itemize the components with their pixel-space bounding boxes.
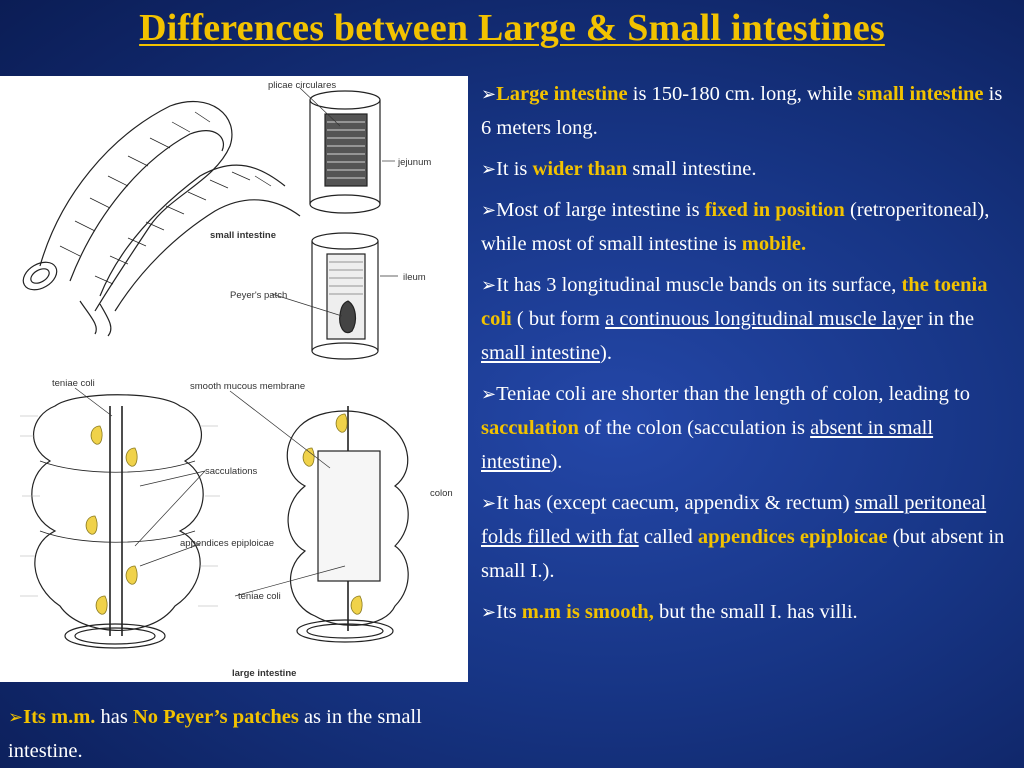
bullet-arrow-icon: ➢ <box>481 275 497 295</box>
difference-points <box>481 77 1017 636</box>
bullet-arrow-icon: ➢ <box>481 159 497 179</box>
point-text: but the small I. has villi. <box>653 601 858 623</box>
intestine-drawing <box>0 76 468 682</box>
point-text: ). <box>550 451 563 473</box>
underlined-text: a continuous longitudinal muscle laye <box>605 308 916 330</box>
point-text: as in the small intestine. <box>8 706 422 762</box>
highlight-text: mobile. <box>741 233 807 255</box>
highlight-text: fixed in position <box>704 199 845 221</box>
colon-cut-view <box>287 406 408 642</box>
bullet-arrow-icon: ➢ <box>481 493 497 513</box>
intestine-diagram <box>0 76 468 682</box>
point-text: Its <box>496 601 522 623</box>
point-item <box>481 486 1017 588</box>
small-intestine-lumen <box>18 257 61 296</box>
point-item <box>481 268 1017 370</box>
point-item <box>481 377 1017 479</box>
point-text: It has 3 longitudinal muscle bands on its surface, <box>496 274 902 296</box>
colon-outer-view <box>20 395 220 648</box>
label-large-intestine: large intestine <box>232 668 297 679</box>
label-jejunum: jejunum <box>398 157 432 168</box>
highlight-text: No Peyer’s patches <box>132 706 299 728</box>
bullet-arrow-icon: ➢ <box>8 707 24 727</box>
highlight-text: Its m.m. <box>23 706 96 728</box>
point-text: is 6 meters long. <box>481 83 1003 139</box>
point-text: called <box>638 526 698 548</box>
point-text: (but absent in small I.). <box>481 526 1005 582</box>
label-smooth-mucous-membrane: smooth mucous membrane <box>190 381 306 392</box>
appendices-epiploicae-shapes <box>86 426 137 614</box>
label-ileum: ileum <box>403 272 426 283</box>
highlight-text: m.m is smooth, <box>521 601 654 623</box>
point-item <box>481 77 1017 145</box>
slide-title: Differences between Large & Small intestines <box>139 7 885 49</box>
point-item <box>481 193 1017 261</box>
point-text: has <box>95 706 133 728</box>
point-item <box>481 152 1017 186</box>
point-item <box>481 595 1017 629</box>
highlight-text: wider than <box>532 158 628 180</box>
label-appendices-epiploicae: appendices epiploicae <box>180 538 275 549</box>
bullet-arrow-icon: ➢ <box>481 84 497 104</box>
highlight-text: Large intestine <box>496 83 628 105</box>
point-text: ( but form <box>511 308 606 330</box>
small-intestine-coil <box>40 102 232 311</box>
ileum-tube <box>312 233 378 359</box>
point-text: r in the <box>915 308 975 330</box>
label-teniae-coli-bottom: teniae coli <box>238 591 281 602</box>
point-text: Most of large intestine is <box>496 199 705 221</box>
point-text: of the colon (sacculation is <box>578 417 811 439</box>
jejunum-tube <box>310 91 380 213</box>
point-text: (retroperitoneal), while most of small intestine is <box>481 199 990 255</box>
label-colon: colon <box>430 488 453 499</box>
underlined-text: small intestine <box>481 342 600 364</box>
bullet-arrow-icon: ➢ <box>481 200 497 220</box>
point-text: small intestine. <box>627 158 757 180</box>
highlight-text: small intestine <box>857 83 984 105</box>
label-teniae-coli-top: teniae coli <box>52 378 95 389</box>
underlined-text: small peritoneal folds filled with fat <box>481 492 987 548</box>
point-text: is 150-180 cm. long, while <box>627 83 858 105</box>
highlight-text: the toenia coli <box>481 274 988 330</box>
highlight-text: appendices epiploicae <box>697 526 888 548</box>
label-sacculations: sacculations <box>205 466 258 477</box>
point-text: It has (except caecum, appendix & rectum) <box>496 492 855 514</box>
bullet-arrow-icon: ➢ <box>481 602 497 622</box>
label-plicae-circulares: plicae circulares <box>268 80 337 91</box>
point-text: Teniae coli are shorter than the length of colon, leading to <box>496 383 970 405</box>
label-small-intestine: small intestine <box>210 230 276 241</box>
bullet-arrow-icon: ➢ <box>481 384 497 404</box>
underlined-text: absent in small intestine <box>481 417 934 473</box>
label-peyers-patch: Peyer's patch <box>230 290 288 301</box>
point-text: ). <box>600 342 612 364</box>
bottom-note <box>8 700 468 768</box>
highlight-text: sacculation <box>481 417 579 439</box>
point-text: It is <box>496 158 533 180</box>
